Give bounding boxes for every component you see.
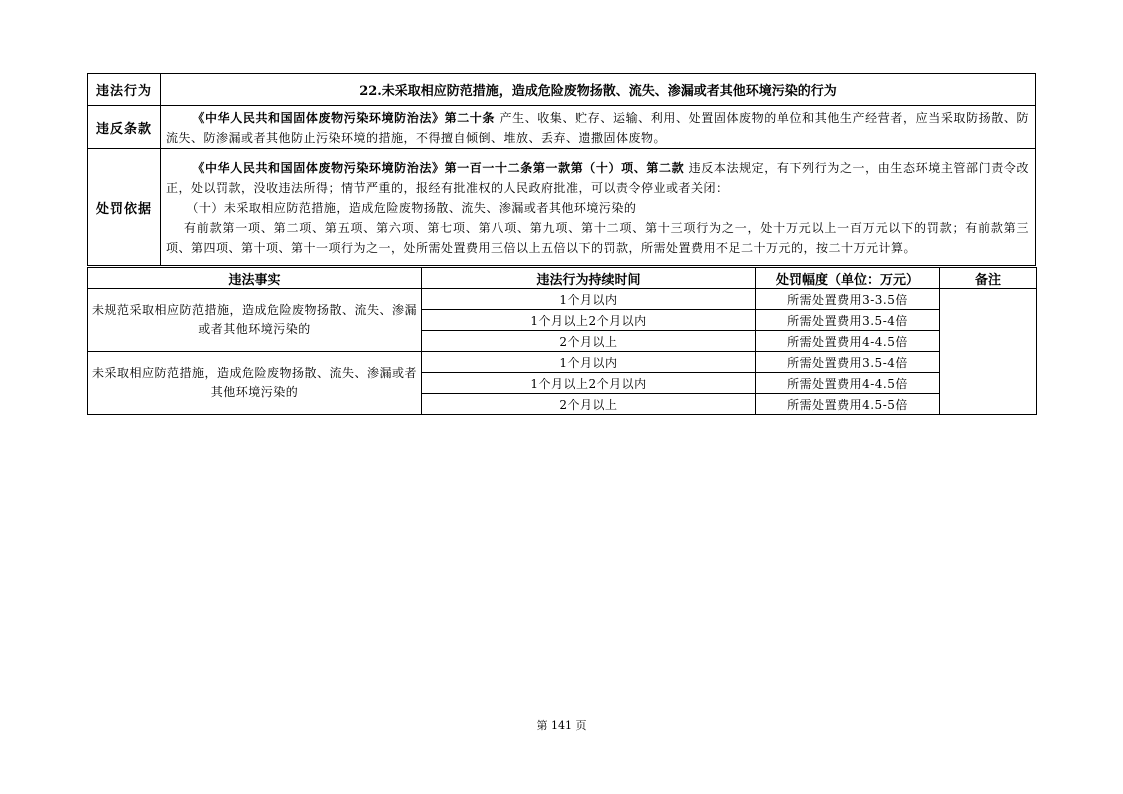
penalty-basis-row — [88, 149, 1036, 266]
law-info-table — [87, 73, 1036, 266]
violated-law-text: 产生、收集、贮存、运输、利用、处置固体废物的单位和其他生产经营者，应当采取防扬散、防流失、防渗漏或者其他防止污染环境的措施，不得擅自倾倒、堆放、丢弃、遗撒固体废物。 — [166, 111, 1029, 145]
table-row — [88, 352, 1037, 373]
duration-cell: 1个月以内 — [422, 289, 756, 310]
behavior-label: 违法行为 — [88, 74, 161, 106]
page-number: 第 141 页 — [536, 719, 587, 732]
table-header-row — [88, 268, 1037, 289]
violated-clause-text — [161, 106, 1035, 148]
penalty-basis-text — [161, 156, 1035, 198]
duration-cell: 1个月以内 — [422, 352, 756, 373]
violated-label: 违反条款 — [88, 106, 161, 149]
penalty-law-text: 违反本法规定，有下列行为之一，由生态环境主管部门责令改正，处以罚款，没收违法所得；情节严重的，报经有批准权的人民政府批准，可以责令停业或者关闭： — [166, 161, 1029, 195]
violated-law-name: 《中华人民共和国固体废物污染环境防治法》第二十条 — [192, 111, 496, 125]
fact-cell: 未规范采取相应防范措施，造成危险废物扬散、流失、渗漏或者其他环境污染的 — [88, 289, 422, 352]
column-header-duration: 违法行为持续时间 — [422, 268, 756, 289]
violated-clause-row — [88, 106, 1036, 149]
behavior-title: 22.未采取相应防范措施，造成危险废物扬散、流失、渗漏或者其他环境污染的行为 — [161, 74, 1036, 106]
behavior-row — [88, 74, 1036, 106]
violated-clause-cell — [161, 106, 1036, 149]
penalty-cell: 所需处置费用3.5-4倍 — [756, 310, 940, 331]
remark-cell — [940, 289, 1037, 415]
column-header-penalty: 处罚幅度（单位：万元） — [756, 268, 940, 289]
penalty-cell: 所需处置费用3.5-4倍 — [756, 352, 940, 373]
penalty-cell: 所需处置费用4.5-5倍 — [756, 394, 940, 415]
penalty-item: （十）未采取相应防范措施，造成危险废物扬散、流失、渗漏或者其他环境污染的 — [186, 201, 637, 215]
penalty-label: 处罚依据 — [88, 149, 161, 266]
table-row — [88, 289, 1037, 310]
duration-cell: 1个月以上2个月以内 — [422, 373, 756, 394]
penalty-paragraph-2: 有前款第一项、第二项、第五项、第六项、第七项、第八项、第九项、第十二项、第十三项行为之一，处十万元以上一百万元以下的罚款；有前款第三项、第四项、第十项、第十一项行为之一，处所需处置费用三倍以上五倍以下的罚款，所需处置费用不足二十万元的，按二十万元计算。 — [166, 221, 1029, 255]
penalty-cell: 所需处置费用4-4.5倍 — [756, 331, 940, 352]
penalty-scale-table — [87, 267, 1037, 415]
duration-cell: 2个月以上 — [422, 394, 756, 415]
penalty-basis-cell — [161, 149, 1036, 266]
duration-cell: 1个月以上2个月以内 — [422, 310, 756, 331]
penalty-cell: 所需处置费用4-4.5倍 — [756, 373, 940, 394]
penalty-law-name: 《中华人民共和国固体废物污染环境防治法》第一百一十二条第一款第（十）项、第二款 — [192, 161, 685, 175]
column-header-remark: 备注 — [940, 268, 1037, 289]
fact-cell: 未采取相应防范措施，造成危险废物扬散、流失、渗漏或者其他环境污染的 — [88, 352, 422, 415]
duration-cell: 2个月以上 — [422, 331, 756, 352]
penalty-cell: 所需处置费用3-3.5倍 — [756, 289, 940, 310]
column-header-fact: 违法事实 — [88, 268, 422, 289]
